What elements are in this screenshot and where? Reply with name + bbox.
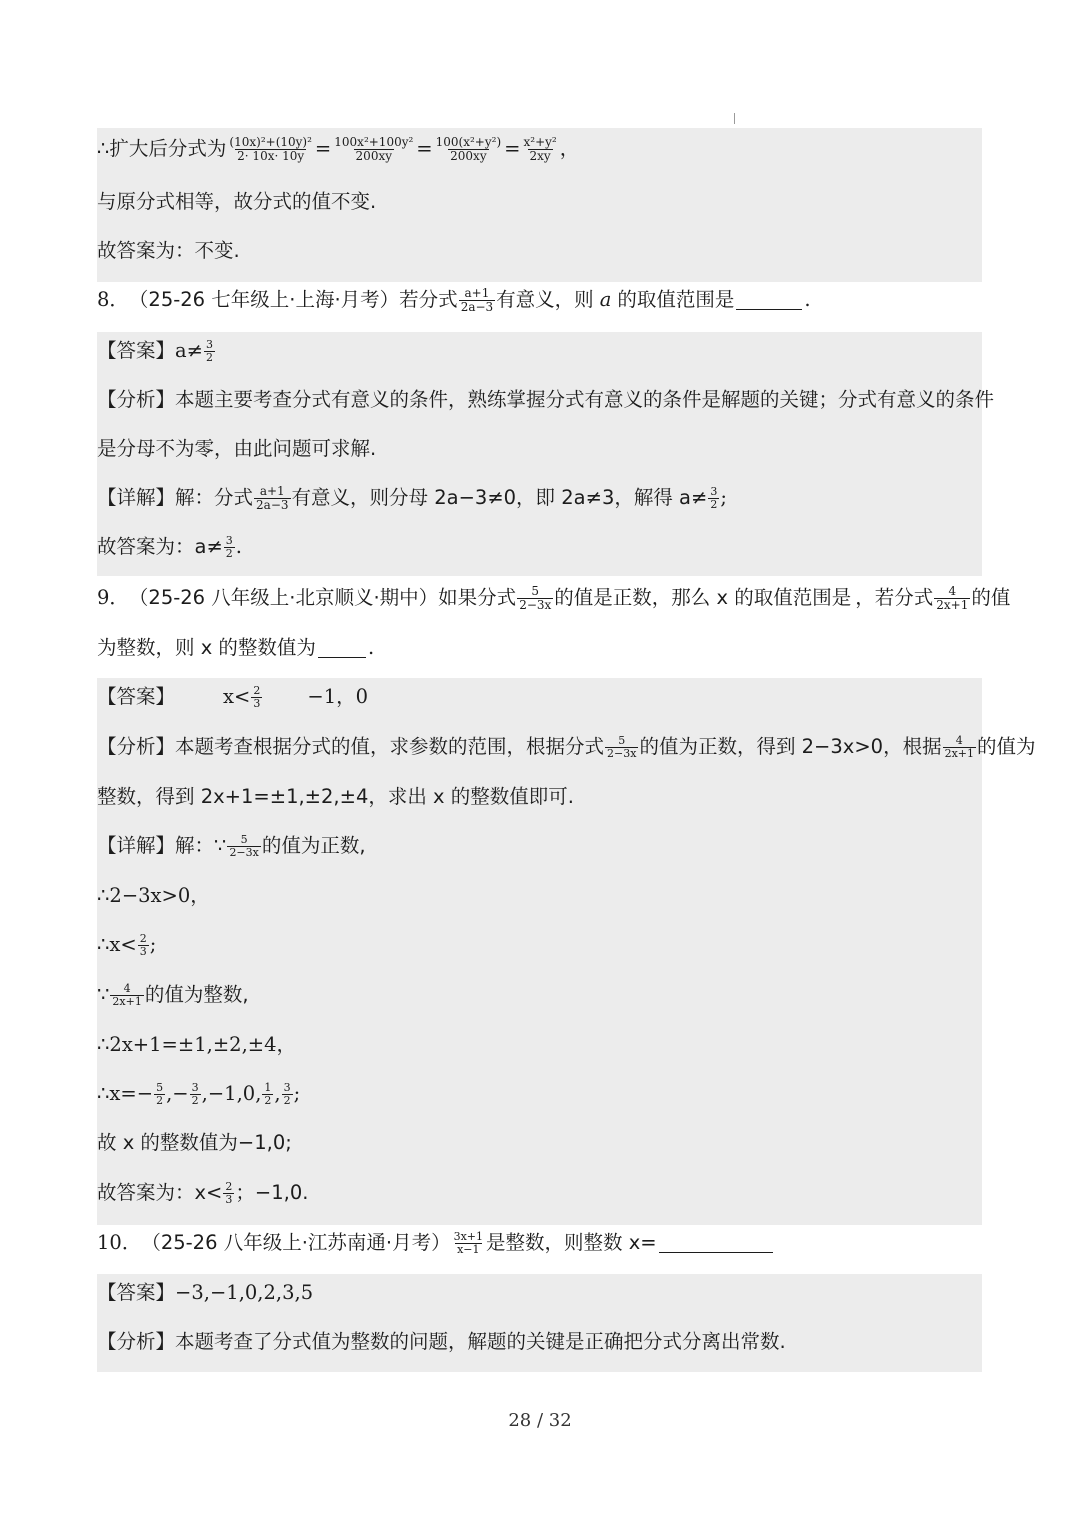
q7-line-conclusion: 与原分式相等，故分式的值不变. — [97, 190, 377, 214]
q10-analysis: 【分析】 本题考查了分式值为整数的问题，解题的关键是正确把分式分离出常数. — [97, 1330, 786, 1354]
fraction: $\frac{\text{100(x²+y²)}}{200xy}$ — [435, 134, 502, 163]
q9-analysis-1: 【分析】 本题考查根据分式的值，求参数的范围，根据分式 $\frac{5}{2-3x}$ 的值为正数，得到 2−3x>0，根据 $\frac{4}{2x+1}$ 的值为 — [97, 733, 1036, 760]
fraction: $\frac{4}{2x+1}$ — [936, 583, 969, 612]
fraction: $\frac{3}{2}$ — [205, 337, 213, 364]
fraction: $\frac{2}{3}$ — [253, 683, 261, 710]
q10-question: 10． （25-26 八年级上·江苏南通·月考） $\frac{3x+1}{x-1}$ 是整数，则整数 x= — [97, 1223, 982, 1263]
fraction: $\frac{\text{(10x)²+(10y)²}}{2\cdot 10x\cdot 10y}$ — [229, 134, 312, 163]
fraction: $\frac{4}{2x+1}$ — [112, 981, 142, 1008]
fraction: $\frac{2}{3}$ — [225, 1179, 233, 1206]
q8-analysis-1: 【分析】 本题主要考查分式有意义的条件，熟练掌握分式有意义的条件是解题的关键；分式有意义的条件 — [97, 388, 995, 412]
q9-analysis-2: 整数，得到 2x+1=±1,±2,±4，求出 x 的整数值即可. — [97, 785, 574, 809]
fraction: $\frac{3x+1}{x-1}$ — [453, 1229, 484, 1256]
q9-question-2: 为整数，则 x 的整数值为 . — [97, 636, 375, 660]
q9-step-3: ∵ $\frac{4}{2x+1}$ 的值为整数, — [97, 981, 249, 1008]
answer-blank — [736, 291, 802, 310]
fraction: $\frac{4}{2x+1}$ — [944, 733, 975, 760]
q9-step-6: 故 x 的整数值为−1,0; — [97, 1131, 292, 1155]
q9-step-5: ∴x=− $\frac{5}{2}$ ,− $\frac{3}{2}$ ,−1,0, $\frac{1}{2}$ , $\frac{3}{2}$ ; — [97, 1080, 301, 1107]
fraction: $\frac{a+1}{2a-3}$ — [256, 483, 289, 512]
fraction: $\frac{5}{2-3x}$ — [229, 832, 259, 859]
q8-final: 故答案为：a≠ $\frac{3}{2}$ . — [97, 533, 242, 560]
q8-answer: 【答案】 a≠ $\frac{3}{2}$ — [97, 337, 213, 364]
q7-line-answer: 故答案为：不变. — [97, 239, 240, 263]
fraction: $\frac{5}{2-3x}$ — [519, 583, 552, 612]
q9-step-2: ∴x< $\frac{2}{3}$ ; — [97, 931, 157, 958]
page-mark — [734, 113, 735, 124]
q9-step-4: ∴2x+1=±1,±2,±4， — [97, 1033, 297, 1057]
fraction: $\frac{1}{2}$ — [264, 1080, 272, 1107]
fraction: $\frac{3}{2}$ — [225, 533, 233, 560]
q10-answer: 【答案】 −3,−1,0,2,3,5 — [97, 1281, 314, 1305]
fraction: $\frac{5}{2}$ — [156, 1080, 164, 1107]
q8-question: 8． （25-26 七年级上·上海·月考）若分式 $\frac{a+1}{2a-3}$ 有意义，则 a 的取值范围是 . — [97, 285, 811, 314]
q9-detail: 【详解】 解：∵ $\frac{5}{2-3x}$ 的值为正数, — [97, 832, 366, 859]
fraction: $\frac{5}{2-3x}$ — [607, 733, 637, 760]
fraction: $\frac{2}{3}$ — [139, 931, 147, 958]
fraction: $\frac{3}{2}$ — [283, 1080, 291, 1107]
fraction: $\frac{3}{2}$ — [191, 1080, 199, 1107]
q9-step-1: ∴2−3x>0， — [97, 884, 210, 908]
answer-blank — [318, 639, 366, 658]
fraction: $\frac{\text{x²+y²}}{2xy}$ — [523, 134, 557, 163]
q8-analysis-2: 是分母不为零，由此问题可求解. — [97, 437, 377, 461]
q7-line-expanded: ∴扩大后分式为 $\frac{\text{(10x)²+(10y)²}}{2\cdot 10x\cdot 10y}$ = $\frac{\text{100x²+100y²}}{200xy}$ = $\frac{\text{100(x²+y²)}}{200xy}$ = $\frac{\text{x²+y²}}{2xy}$ ， — [97, 134, 580, 163]
q8-detail: 【详解】 解：分式 $\frac{a+1}{2a-3}$ 有意义，则分母 2a−3≠0，即 2a≠3，解得 a≠ $\frac{3}{2}$ ; — [97, 483, 727, 512]
fraction: $\frac{\text{100x²+100y²}}{200xy}$ — [334, 134, 414, 163]
q9-final: 故答案为：x< $\frac{2}{3}$ ；−1,0. — [97, 1179, 309, 1206]
fraction: $\frac{a+1}{2a-3}$ — [460, 285, 494, 314]
q9-answer: 【答案】 x< $\frac{2}{3}$ −1，0 — [97, 683, 369, 710]
answer-blank — [659, 1234, 773, 1253]
q9-question-1: 9． （25-26 八年级上·北京顺义·期中）如果分式 $\frac{5}{2-3x}$ 的值是正数，那么 x 的取值范围是 ，若分式 $\frac{4}{2x+1}$ 的值 — [97, 583, 1011, 612]
page-number: 28 / 32 — [508, 1410, 572, 1431]
fraction: $\frac{3}{2}$ — [710, 484, 718, 511]
